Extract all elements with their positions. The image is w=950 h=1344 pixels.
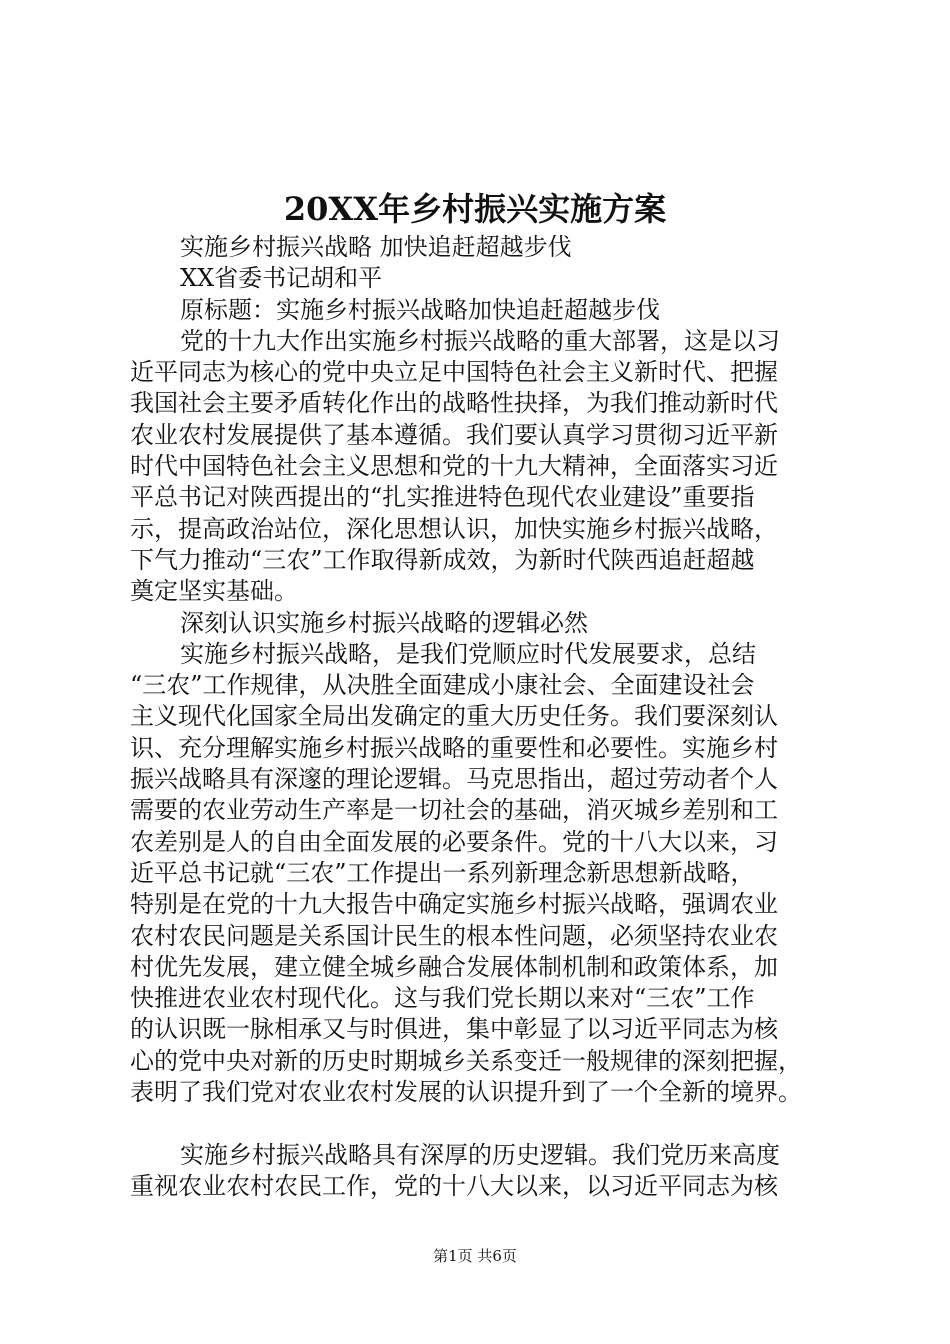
text-line: 农村农民问题是关系国计民生的根本性问题，必须坚持农业农: [130, 921, 778, 950]
document-body: [130, 232, 830, 1202]
text-line: 原标题：实施乡村振兴战略加快追赶超越步伐: [180, 295, 660, 324]
text-line: 实施乡村振兴战略 加快追赶超越步伐: [180, 233, 572, 261]
text-line: 农差别是人的自由全面发展的必要条件。党的十八大以来，习: [130, 827, 778, 856]
text-line: 实施乡村振兴战略，是我们党顺应时代发展要求，总结: [180, 639, 756, 668]
text-line: 快推进农业农村现代化。这与我们党长期以来对“三农”工作: [130, 984, 755, 1013]
text-line: XX省委书记胡和平: [180, 264, 383, 293]
text-line: 下气力推动“三农”工作取得新成效，为新时代陕西追赶超越: [130, 545, 755, 574]
text-line: 需要的农业劳动生产率是一切社会的基础，消灭城乡差别和工: [130, 796, 778, 825]
blank-line: [130, 1108, 830, 1139]
document-title: 20XX年乡村振兴实施方案: [283, 190, 667, 228]
text-line: 时代中国特色社会主义思想和党的十九大精神，全面落实习近: [130, 452, 778, 481]
text-line: 平总书记对陕西提出的“扎实推进特色现代农业建设”重要指: [130, 483, 755, 512]
text-line: 识、充分理解实施乡村振兴战略的重要性和必要性。实施乡村: [130, 733, 778, 762]
text-line: 示，提高政治站位，深化思想认识，加快实施乡村振兴战略，: [130, 514, 778, 543]
text-line: 表明了我们党对农业农村发展的认识提升到了一个全新的境界。: [130, 1078, 802, 1107]
text-line: 近平同志为核心的党中央立足中国特色社会主义新时代、把握: [130, 358, 778, 387]
text-line: 我国社会主要矛盾转化作出的战略性抉择，为我们推动新时代: [130, 389, 778, 418]
text-line: 主义现代化国家全局出发确定的重大历史任务。我们要深刻认: [130, 702, 778, 731]
text-line: 实施乡村振兴战略具有深厚的历史逻辑。我们党历来高度: [180, 1140, 780, 1169]
text-line: 深刻认识实施乡村振兴战略的逻辑必然: [180, 608, 588, 637]
text-line: 奠定坚实基础。: [130, 577, 298, 606]
text-line: 特别是在党的十九大报告中确定实施乡村振兴战略，强调农业: [130, 890, 778, 919]
text-line: 党的十九大作出实施乡村振兴战略的重大部署，这是以习: [180, 326, 780, 355]
text-line: 重视农业农村农民工作，党的十八大以来，以习近平同志为核: [130, 1171, 778, 1200]
page-indicator: 第1页 共6页: [433, 1247, 517, 1265]
text-line: 振兴战略具有深邃的理论逻辑。马克思指出，超过劳动者个人: [130, 765, 778, 794]
text-line: “三农”工作规律，从决胜全面建成小康社会、全面建设社会: [130, 671, 755, 700]
text-line: 近平总书记就“三农”工作提出一系列新理念新思想新战略，: [130, 858, 755, 887]
text-line: 的认识既一脉相承又与时俱进，集中彰显了以习近平同志为核: [130, 1015, 778, 1044]
text-line: 村优先发展，建立健全城乡融合发展体制机制和政策体系，加: [130, 952, 778, 981]
text-line: 农业农村发展提供了基本遵循。我们要认真学习贯彻习近平新: [130, 420, 778, 449]
text-line: 心的党中央对新的历史时期城乡关系变迁一般规律的深刻把握，: [130, 1046, 802, 1075]
